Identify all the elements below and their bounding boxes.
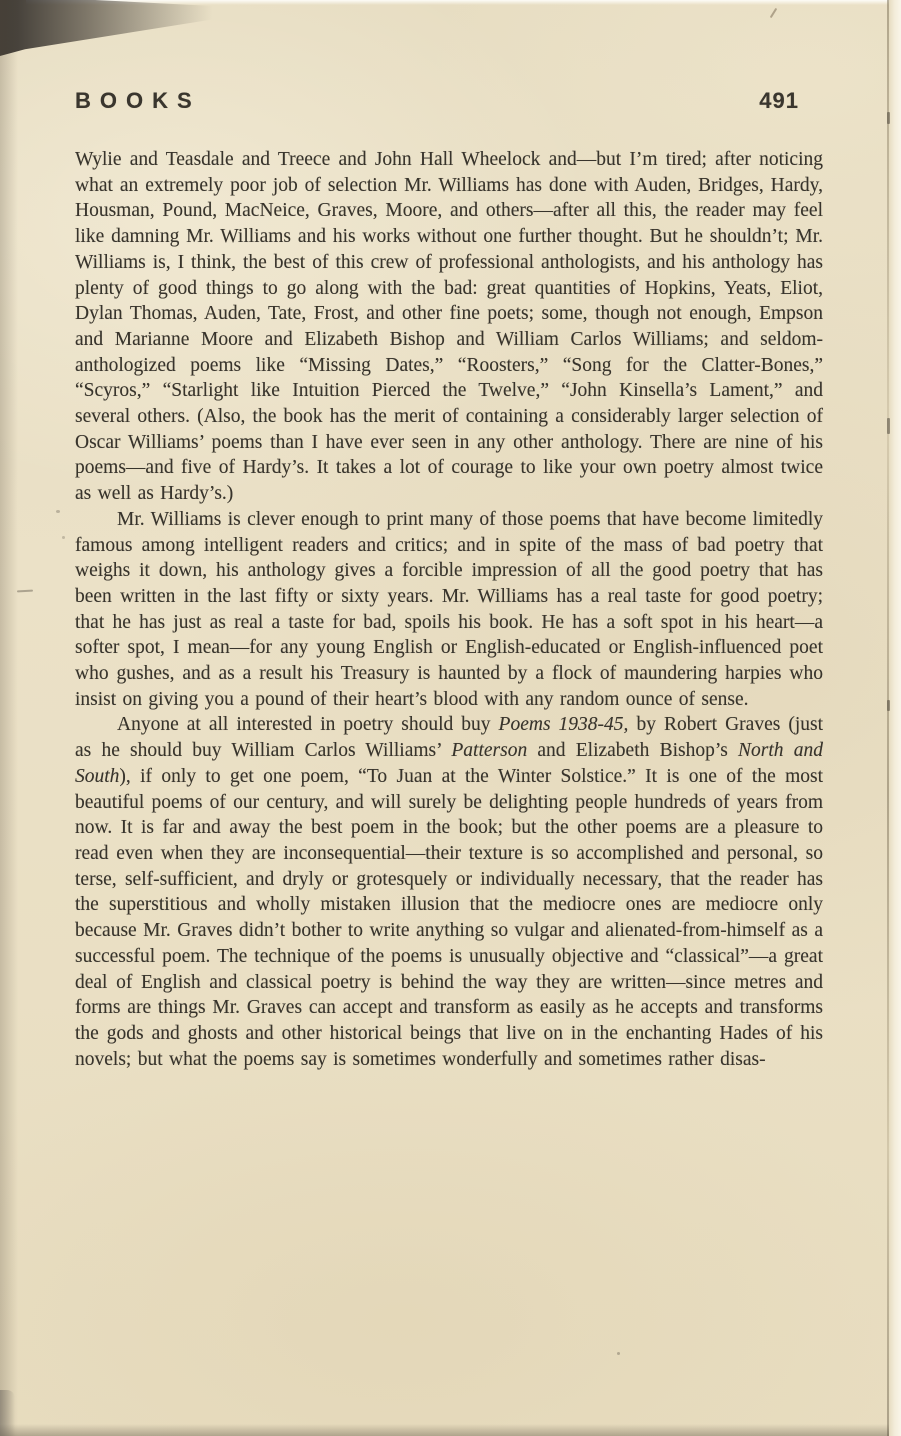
italic-book-title: Poems 1938-45, (498, 714, 629, 736)
paragraph (75, 147, 823, 507)
page-left-shading (0, 0, 18, 1436)
body-text-run: ), if only to get one poem, “To Juan at the Winter Solstice.” It is one of the most beautiful poems of our century, and will surely be delighting people hundreds of years from now. It is far and away the best poem in the book; but the other poems are a pleasure to read even when they are inconsequential—their texture is so accomplished and personal, so terse, self-sufficient, and dryly or grotesquely or individually necessary, that the reader has the superstitious and wholly mistaken illusion that the mediocre ones are mediocre only because Mr. Graves didn’t bother to write anything so vulgar and alienated-from-himself as a successful poem. The technique of the poems is unusually objective and “classical”—a great deal of English and classical poetry is behind the way they are written—since metres and forms are things Mr. Graves can accept and transform as easily as he accepts and transforms the gods and ghosts and other historical beings that live on in the enchanting Hades of his novels; but what the poems say is sometimes wonderfully and sometimes rather disas- (75, 765, 823, 1070)
body-text-run: Wylie and Teasdale and Treece and John Hall Wheelock and—but I’m tired; after noticing what an extremely poor job of selection Mr. Williams has done with Auden, Bridges, Hardy, Housman, Pound, MacNeice, Graves, Moore, and others—after all this, the reader may feel like damning Mr. Williams and his works without one further thought. But he shouldn’t; Mr. Williams is, I think, the best of this crew of professional anthologists, and his anthology has plenty of good things to go along with the bad: great quantities of Hopkins, Yeats, Eliot, Dylan Thomas, Auden, Tate, Frost, and other fine poets; some, though not enough, Empson and Marianne Moore and Elizabeth Bishop and William Carlos Williams; and seldom-anthologized poems like “Missing Dates,” “Roosters,” “Song for the Clatter-Bones,” “Scyros,” “Starlight like Intuition Pierced the Twelve,” “John Kinsella’s Lament,” and several others. (Also, the book has the merit of containing a considerably larger selection of Oscar Williams’ poems than I have ever seen in any other anthology. There are nine of his poems—and five of Hardy’s. It takes a lot of courage to like your own poetry almost twice as well as Hardy’s.) (75, 149, 823, 505)
body-text-run: by Robert Graves (just as he should buy William Carlos Williams’ (75, 714, 824, 762)
page-bottom-shading (0, 1424, 889, 1436)
paper-speck (56, 510, 60, 513)
body-text-run: and Elizabeth Bishop’s (527, 740, 739, 762)
page-number: 491 (759, 88, 799, 113)
page-edge-tick (887, 700, 890, 711)
paper-speck (62, 536, 65, 539)
paragraph (75, 507, 823, 713)
italic-book-title: Patterson (451, 740, 528, 762)
text-column (75, 147, 823, 1072)
page-header (75, 88, 823, 114)
paper-speck (617, 1352, 620, 1355)
page-edge-tick (887, 418, 890, 434)
page-edge-line (887, 0, 889, 1436)
page-right-edge-margin (889, 0, 901, 1436)
page-title: BOOKS (75, 88, 201, 113)
paragraph (75, 712, 823, 1072)
body-text-run: Mr. Williams is clever enough to print many of those poems that have become limitedly famous among intelligent readers and critics; and in spite of the mass of bad poetry that weighs it down, his anthology gives a forcible impression of all the good poetry that has been written in the last fifty or sixty years. Mr. Williams has a real taste for good poetry; that he has just as real a taste for bad, spoils his book. He has a soft spot in his heart—a softer spot, I mean—for any young English or English-educated or English-influenced poet who gushes, and as a result his Treasury is haunted by a flock of maundering harpies who insist on giving you a pound of their heart’s blood with any random ounce of sense. (75, 508, 824, 710)
italic-book-title: North and South (75, 740, 824, 787)
body-text-run: Anyone at all interested in poetry should buy (117, 714, 499, 736)
page-edge-tick (887, 112, 890, 124)
scan-smudge-bottom-left (0, 1390, 15, 1436)
